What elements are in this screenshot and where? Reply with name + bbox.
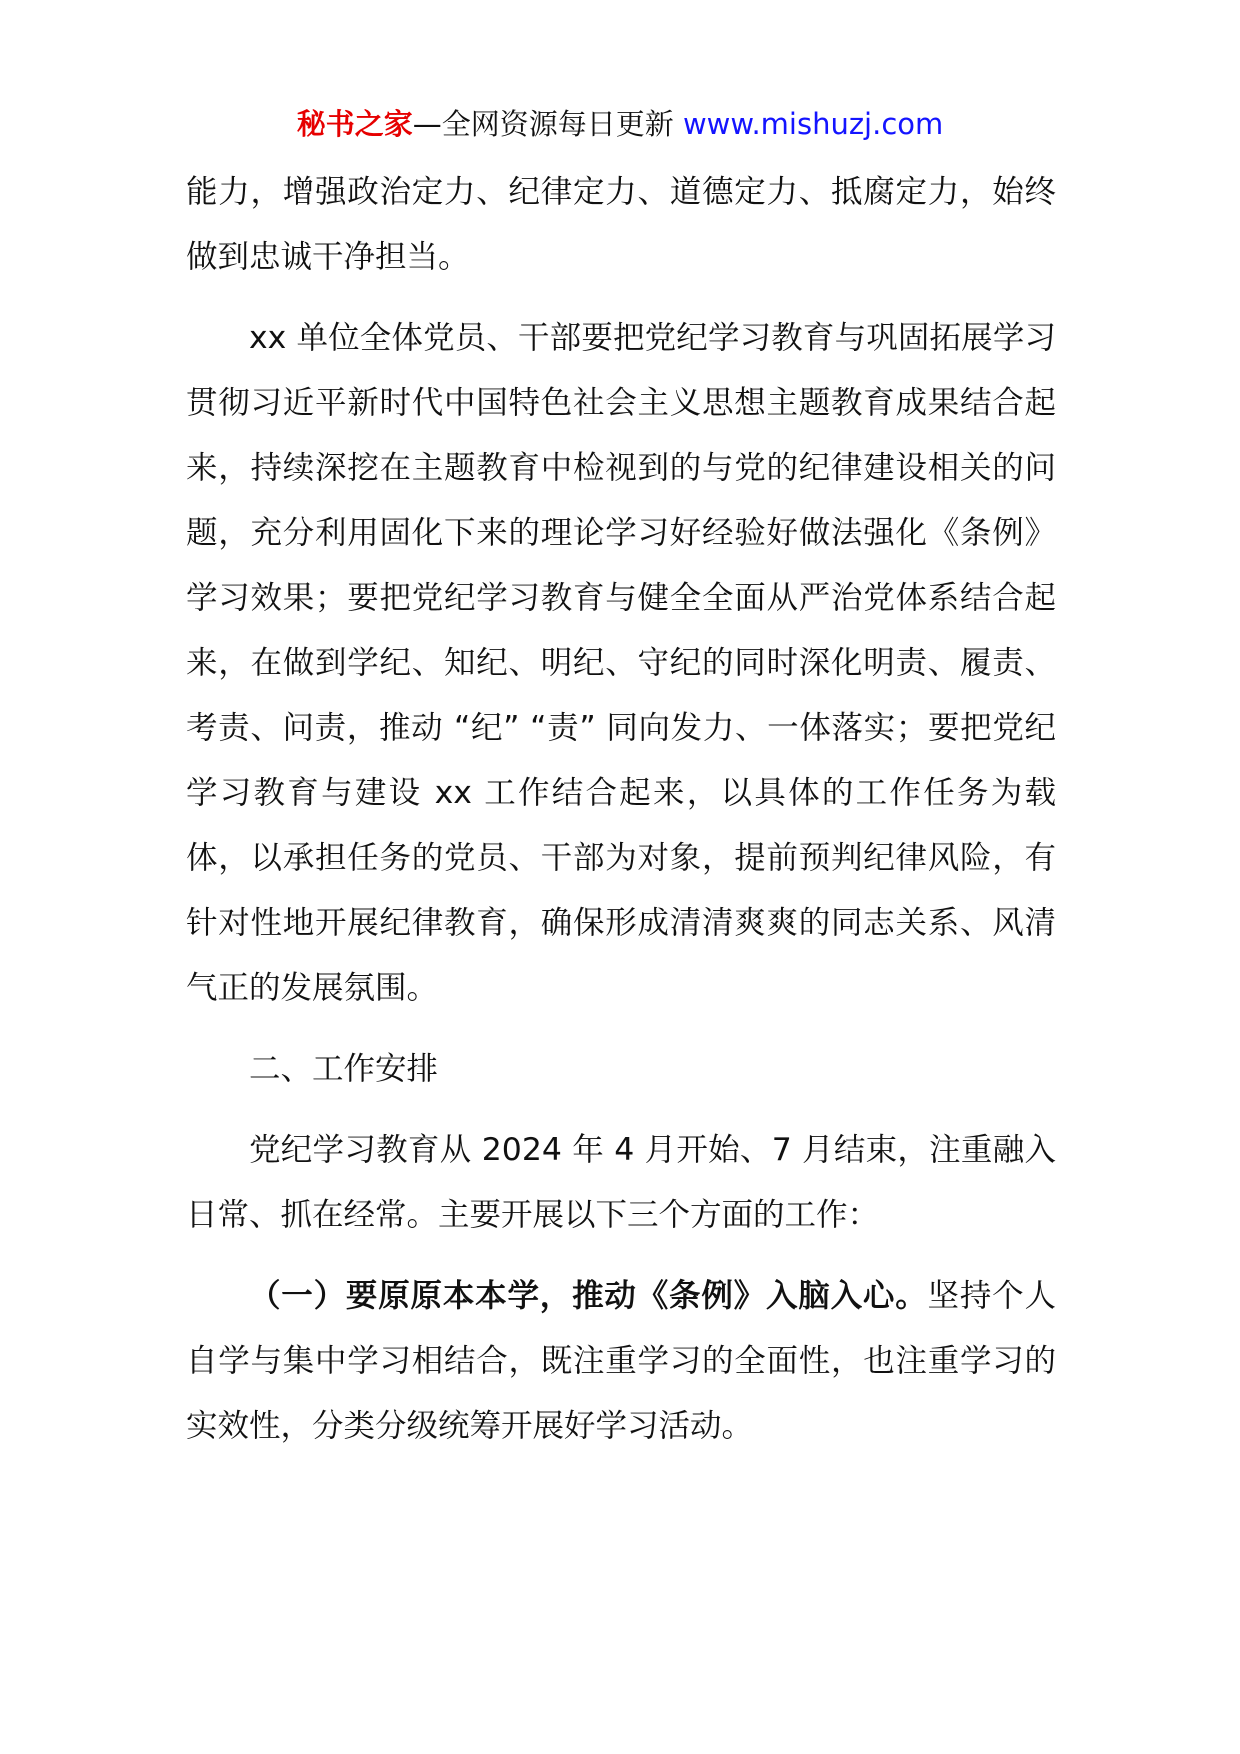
item-one-text: 坚持个人自学与集中学习相结合，既注重学习的全面性，也注重学习的实效性，分类分级统筹开展好学习活动。 [186,1278,1056,1444]
paragraph-schedule: 党纪学习教育从 2024 年 4 月开始、7 月结束，注重融入日常、抓在经常。主要开展以下三个方面的工作： [186,1132,1056,1233]
section-heading: 二、工作安排 [249,1051,439,1087]
site-header [0,104,1240,144]
paragraph-item-one [186,1264,1056,1459]
paragraph-continuation: 能力，增强政治定力、纪律定力、道德定力、抵腐定力，始终做到忠诚干净担当。 [186,174,1056,275]
item-one-subheading: （一）要原原本本学，推动《条例》入脑入心。 [249,1278,928,1314]
paragraph-requirements: xx 单位全体党员、干部要把党纪学习教育与巩固拓展学习贯彻习近平新时代中国特色社会主义思想主题教育成果结合起来，持续深挖在主题教育中检视到的与党的纪律建设相关的问题，充分利用固化下来的理论学习好经验好做法强化《条例》学习效果；要把党纪学习教育与健全全面从严治党体系结合起来，在做到学纪、知纪、明纪、守纪的同时深化明责、履责、考责、问责，推动 “纪” “责” 同向发力、一体落实；要把党纪学习教育与建设 xx 工作结合起来，以具体的工作任务为载体，以承担任务的党员、干部为对象，提前预判纪律风险，有针对性地开展纪律教育，确保形成清清爽爽的同志关系、风清气正的发展氛围。 [186,320,1056,1006]
site-tagline: —全网资源每日更新 [412,107,674,141]
site-url-link[interactable]: www.mishuzj.com [682,107,944,141]
site-name: 秘书之家 [296,107,413,141]
document-body [186,160,1056,1459]
